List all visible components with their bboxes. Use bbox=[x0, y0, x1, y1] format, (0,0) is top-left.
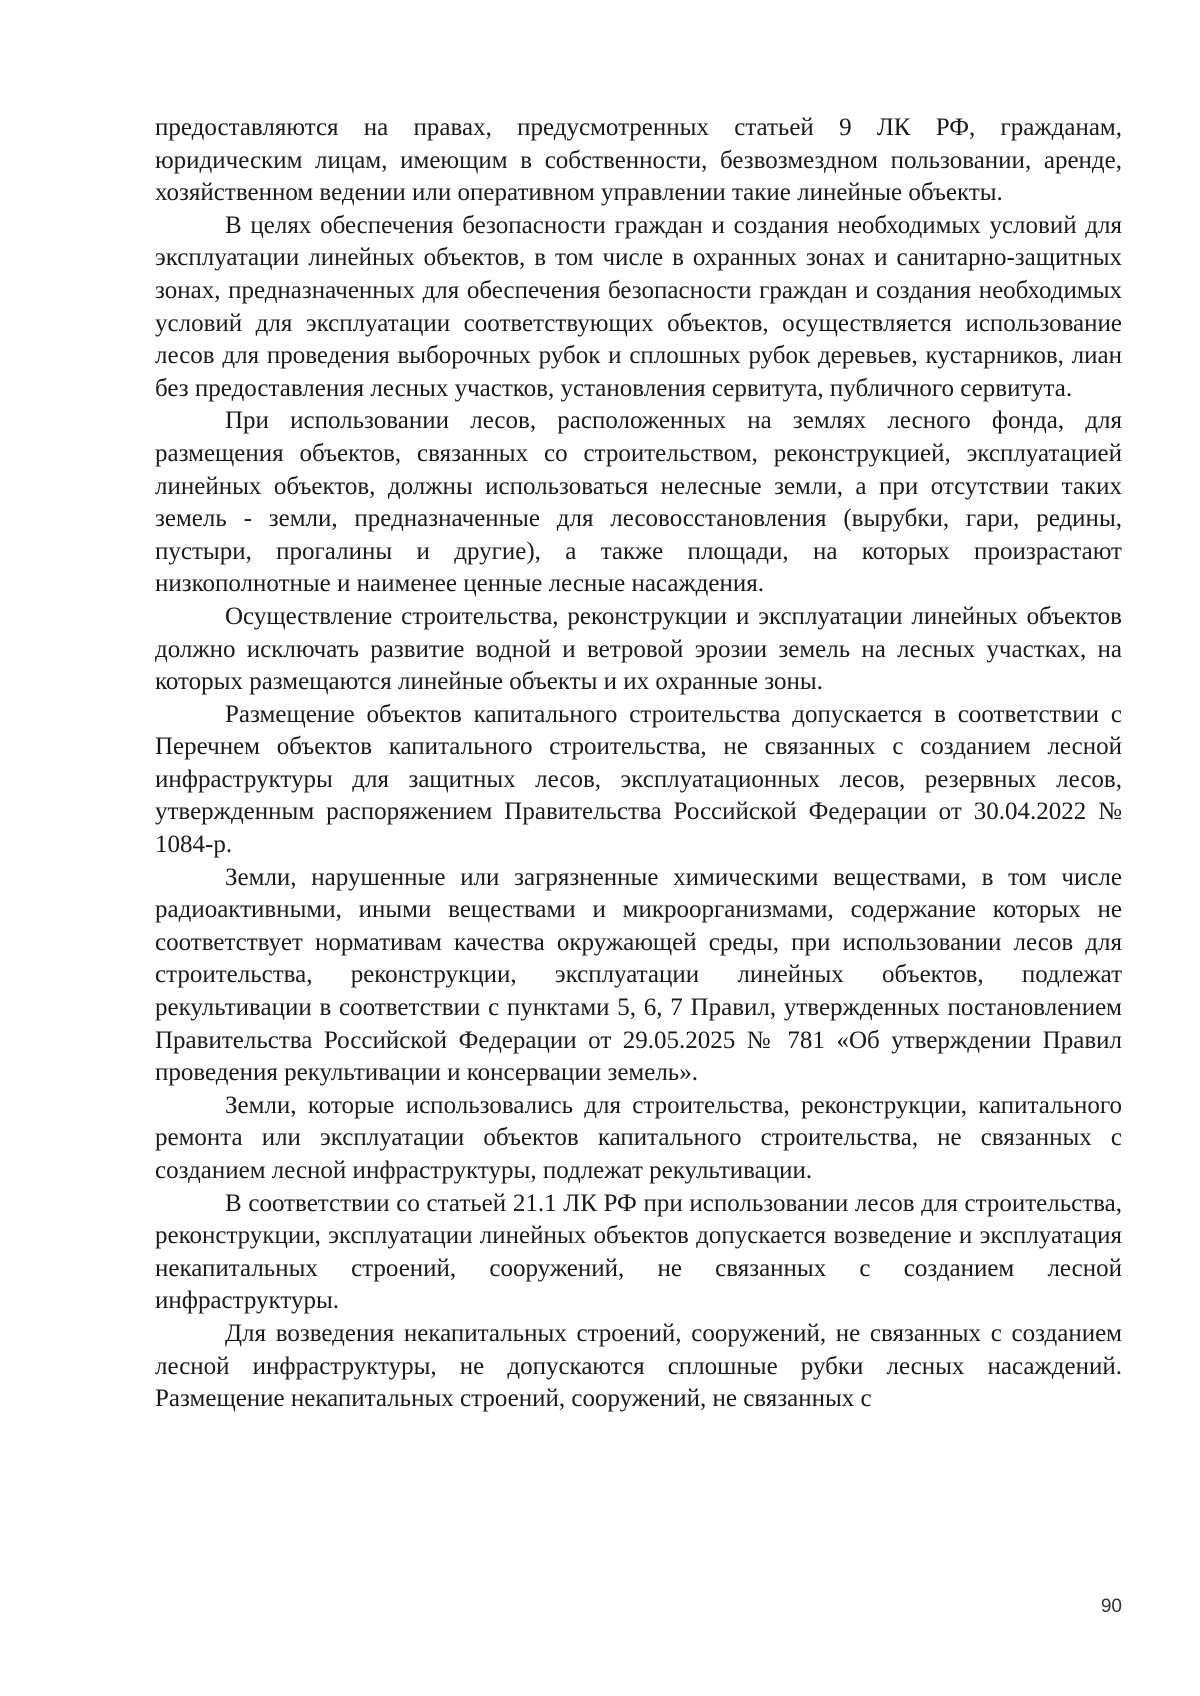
paragraph-article-21-1: В соответствии со статьей 21.1 ЛК РФ при использовании лесов для строительства, реконструкции, эксплуатации линейных объектов допускается возведение и эксплуатация некапитальных строений, сооружений, не связанных с созданием лесной инфраструктуры. bbox=[155, 1189, 1122, 1315]
paragraph-non-capital-structures: Для возведения некапитальных строений, сооружений, не связанных с созданием лесной инфраструктуры, не допускаются сплошные рубки лесных насаждений. Размещение некапитальных строений, сооружений, не связанных с bbox=[155, 1319, 1122, 1413]
paragraph-erosion: Осуществление строительства, реконструкции и эксплуатации линейных объектов должно исключать развитие водной и ветровой эрозии земель на лесных участках, на которых размещаются линейные объекты и их охранные зоны. bbox=[155, 602, 1122, 696]
page-number: 90 bbox=[1100, 1596, 1122, 1617]
paragraph-contaminated-lands: Земли, нарушенные или загрязненные химическими веществами, в том числе радиоактивными, иными веществами и микроорганизмами, содержание которых не соответствует нормативам качества окружающей среды, при использовании лесов для строительства, реконструкции, эксплуатации линейных объектов, подлежат рекультивации в соответствии с пунктами 5, 6, 7 Правил, утвержденных постановлением Правительства Российской Федерации от 29.05.2025 № 781 «Об утверждении Правил проведения рекультивации и консервации земель». bbox=[155, 863, 1122, 1087]
paragraph-capital-construction: Размещение объектов капитального строительства допускается в соответствии с Перечнем объектов капитального строительства, не связанных с созданием лесной инфраструктуры для защитных лесов, эксплуатационных лесов, резервных лесов, утвержденным распоряжением Правительства Российской Федерации от 30.04.2022 № 1084-р. bbox=[155, 700, 1122, 859]
document-body bbox=[155, 112, 1122, 1416]
paragraph-non-forest-lands: При использовании лесов, расположенных на землях лесного фонда, для размещения объектов, связанных со строительством, реконструкцией, эксплуатацией линейных объектов, должны использоваться нелесные земли, а при отсутствии таких земель - земли, предназначенные для лесовосстановления (вырубки, гари, редины, пустыри, прогалины и другие), а также площади, на которых произрастают низкополнотные и наименее ценные лесные насаждения. bbox=[155, 407, 1122, 598]
paragraph-recultivation: Земли, которые использовались для строительства, реконструкции, капитального ремонта или эксплуатации объектов капитального строительства, не связанных с созданием лесной инфраструктуры, подлежат рекультивации. bbox=[155, 1091, 1122, 1184]
paragraph-continuation: предоставляются на правах, предусмотренных статьей 9 ЛК РФ, гражданам, юридическим лицам, имеющим в собственности, безвозмездном пользовании, аренде, хозяйственном ведении или оперативном управлении такие линейные объекты. bbox=[155, 114, 1122, 207]
paragraph-safety-conditions: В целях обеспечения безопасности граждан и создания необходимых условий для эксплуатации линейных объектов, в том числе в охранных зонах и санитарно-защитных зонах, предназначенных для обеспечения безопасности граждан и создания необходимых условий для эксплуатации соответствующих объектов, осуществляется использование лесов для проведения выборочных рубок и сплошных рубок деревьев, кустарников, лиан без предоставления лесных участков, установления сервитута, публичного сервитута. bbox=[155, 211, 1122, 402]
